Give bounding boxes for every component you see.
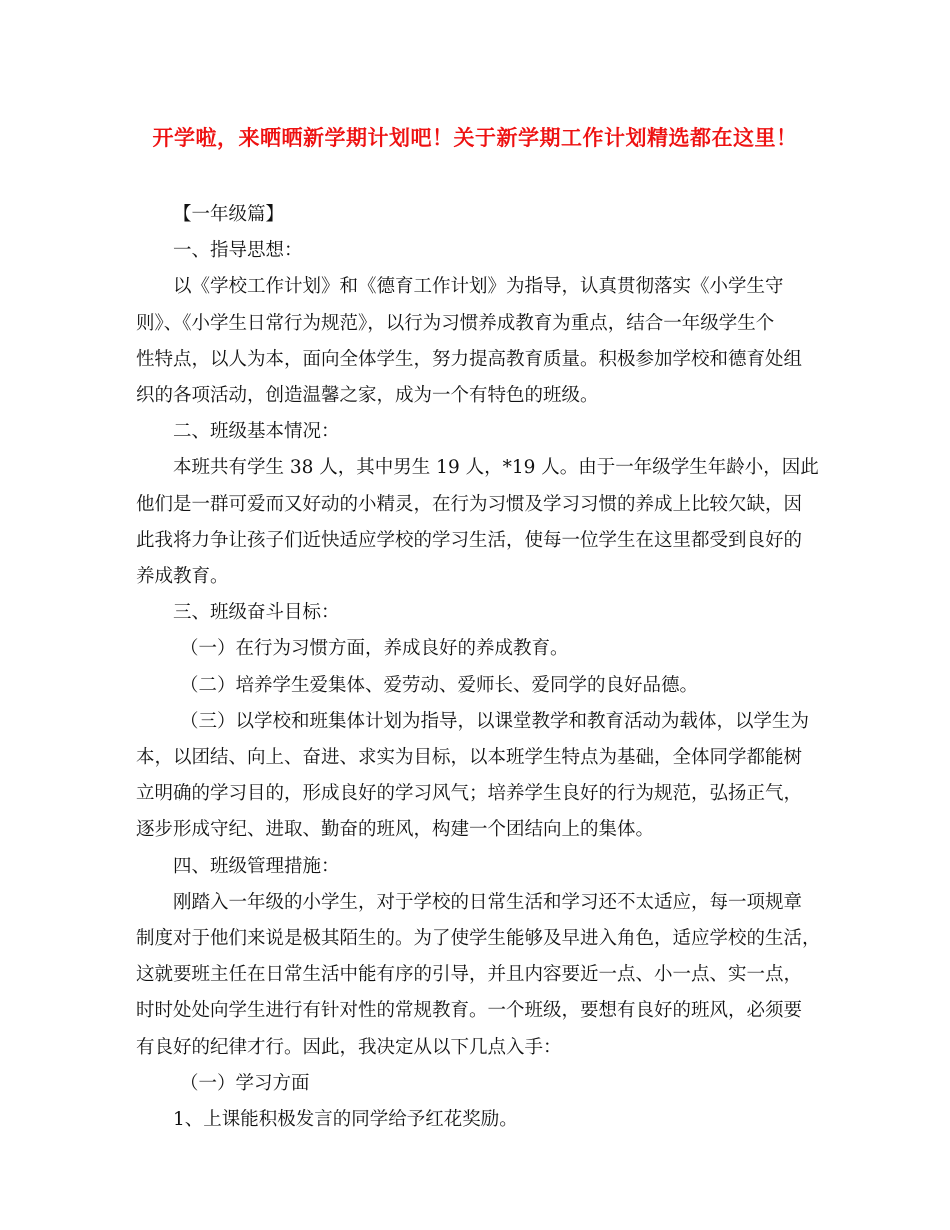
text-line: 性特点，以人为本，面向全体学生，努力提高教育质量。积极参加学校和德育处组	[136, 348, 803, 370]
text-line: 立明确的学习目的，形成良好的学习风气；培养学生良好的行为规范，弘扬正气，	[136, 783, 803, 805]
text-line: 则》、《小学生日常行为规范》，以行为习惯养成教育为重点，结合一年级学生个	[136, 312, 775, 334]
text-line: 以《学校工作计划》和《德育工作计划》为指导，认真贯彻落实《小学生守	[173, 276, 784, 298]
text-line: 一、指导思想：	[173, 240, 303, 262]
text-line: 二、班级基本情况：	[173, 421, 340, 443]
text-line: （一）学习方面	[180, 1072, 310, 1094]
text-line: 1、上课能积极发言的同学给予红花奖励。	[173, 1109, 518, 1131]
text-line: （三）以学校和班集体计划为指导，以课堂教学和教育活动为载体，以学生为	[180, 710, 810, 732]
text-line: 织的各项活动，创造温馨之家，成为一个有特色的班级。	[136, 385, 599, 407]
text-line: 制度对于他们来说是极其陌生的。为了使学生能够及早进入角色，适应学校的生活，	[136, 928, 821, 950]
document-title: 开学啦，来晒晒新学期计划吧！关于新学期工作计划精选都在这里！	[152, 126, 798, 150]
text-line: （一）在行为习惯方面，养成良好的养成教育。	[180, 638, 569, 660]
text-line: 三、班级奋斗目标：	[173, 602, 340, 624]
document-body	[136, 197, 826, 1138]
text-line: 逐步形成守纪、进取、勤奋的班风，构建一个团结向上的集体。	[136, 819, 655, 841]
text-line: 此我将力争让孩子们近快适应学校的学习生活，使每一位学生在这里都受到良好的	[136, 529, 803, 551]
text-line: （二）培养学生爱集体、爱劳动、爱师长、爱同学的良好品德。	[180, 674, 699, 696]
text-line: 本班共有学生 38 人，其中男生 19 人，*19 人。由于一年级学生年龄小，因此	[173, 457, 819, 479]
text-line: 本，以团结、向上、奋进、求实为目标，以本班学生特点为基础，全体同学都能树	[136, 747, 803, 769]
text-line: 这就要班主任在日常生活中能有序的引导，并且内容要近一点、小一点、实一点，	[136, 964, 803, 986]
text-line: 养成教育。	[136, 566, 229, 588]
text-line: 【一年级篇】	[173, 204, 285, 225]
text-line: 四、班级管理措施：	[173, 855, 340, 877]
text-line: 刚踏入一年级的小学生，对于学校的日常生活和学习还不太适应，每一项规章	[173, 891, 803, 913]
text-line: 有良好的纪律才行。因此，我决定从以下几点入手：	[136, 1036, 562, 1058]
text-line: 时时处处向学生进行有针对性的常规教育。一个班级，要想有良好的班风，必须要	[136, 1000, 803, 1022]
text-line: 他们是一群可爱而又好动的小精灵，在行为习惯及学习习惯的养成上比较欠缺，因	[136, 493, 803, 515]
